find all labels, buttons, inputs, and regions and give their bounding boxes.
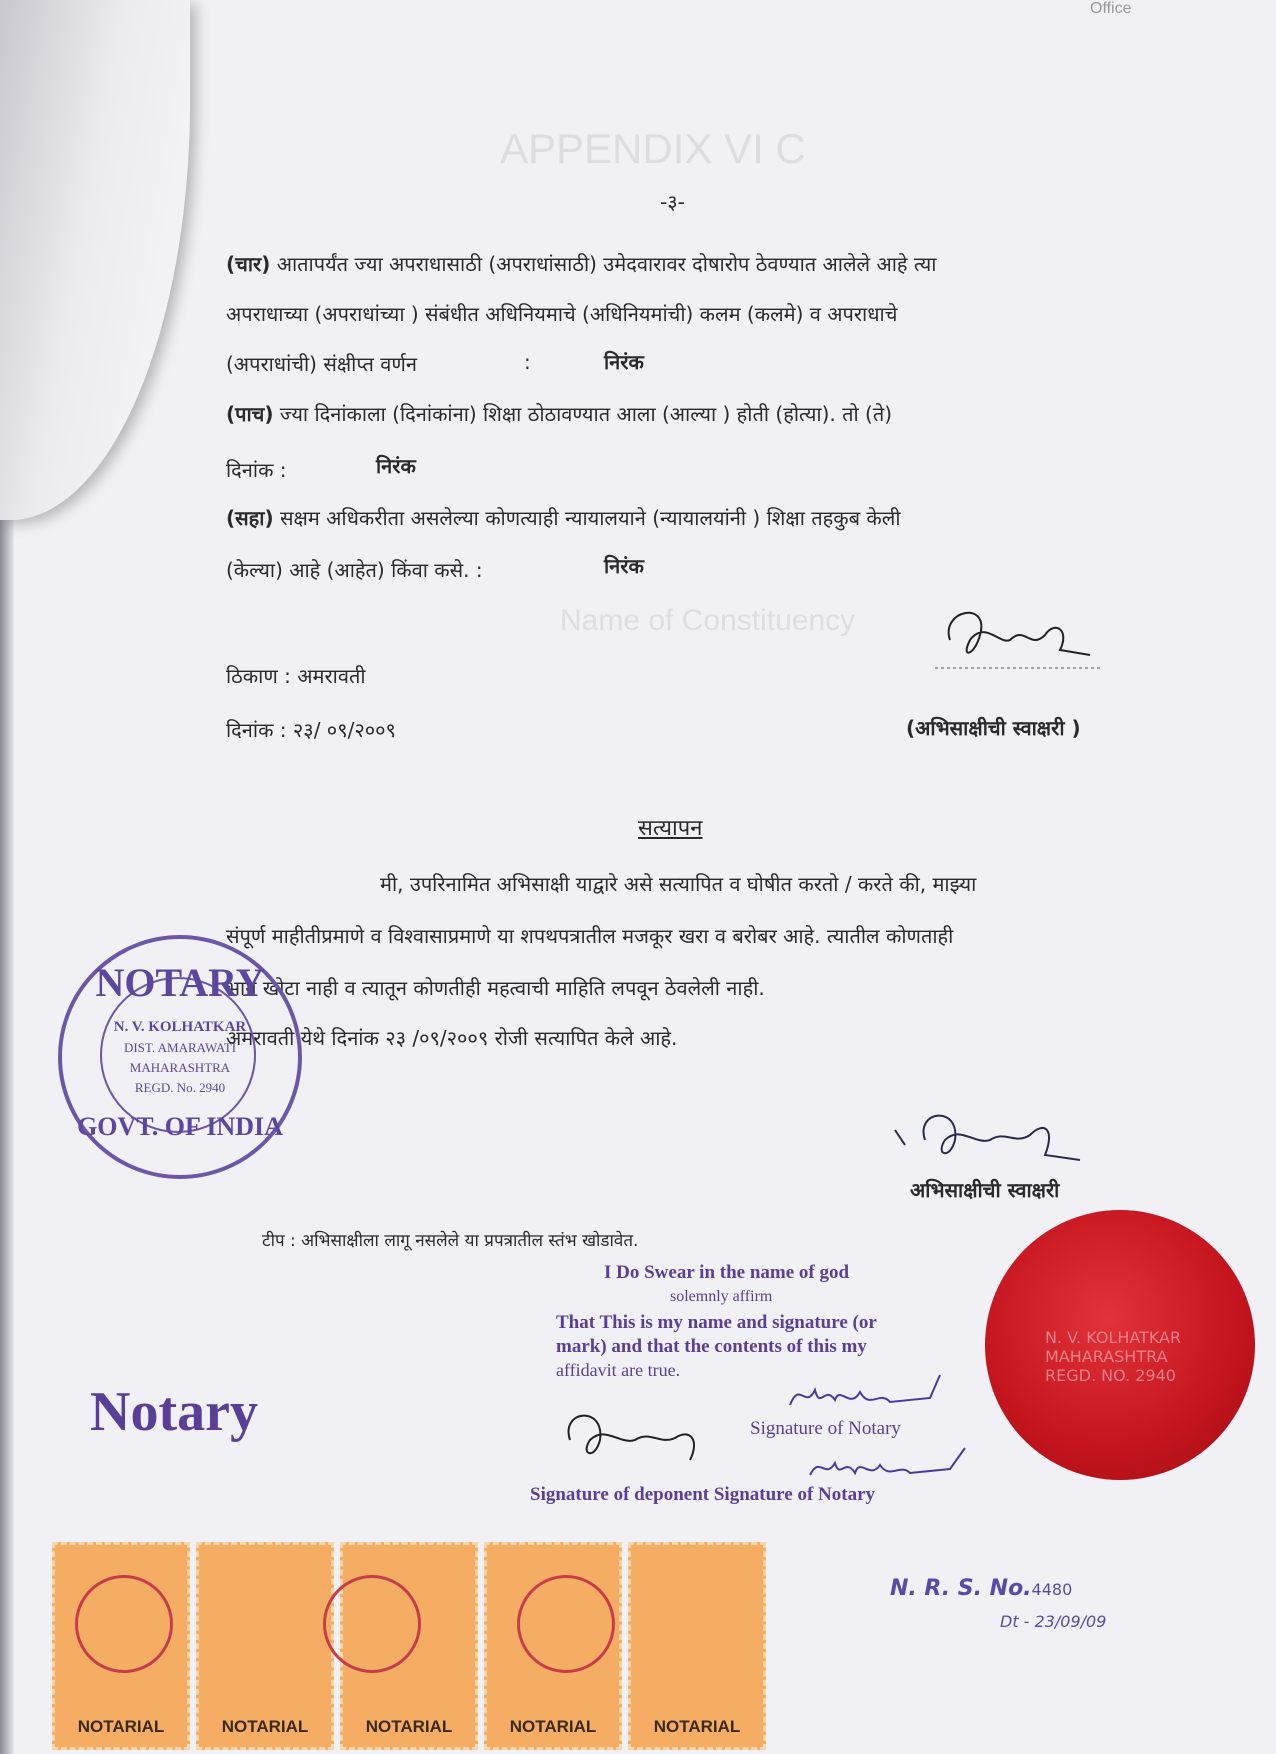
clause-char-colon: : bbox=[524, 350, 531, 374]
clause-pach-date-label: दिनांक : bbox=[226, 458, 287, 482]
fee-stamp bbox=[484, 1542, 622, 1750]
notary-signature-2 bbox=[800, 1445, 980, 1485]
faded-constituency: Name of Constituency bbox=[560, 604, 856, 637]
page-edge-shadow bbox=[0, 420, 14, 1754]
verification-line-1: मी, उपरिनामित अभिसाक्षी याद्वारे असे सत्यापित व घोषीत करतो / करते की, माझ्या bbox=[380, 872, 977, 896]
stamp-top: NOTARY bbox=[95, 960, 265, 1005]
stamp-bottom: GOVT. OF INDIA bbox=[77, 1112, 283, 1141]
clause-pach-value: निरंक bbox=[376, 454, 416, 478]
signature-footer: Signature of deponent Signature of Notary bbox=[530, 1484, 876, 1505]
stamp-name: N. V. KOLHATKAR bbox=[113, 1019, 247, 1035]
affirmation-line-5: affidavit are true. bbox=[556, 1360, 681, 1380]
clause-char-line3: (अपराधांची) संक्षीप्त वर्णन bbox=[226, 352, 417, 376]
date: दिनांक : २३/ ०९/२००९ bbox=[226, 718, 396, 742]
clause-char-line2: अपराधाच्या (अपराधांच्या ) संबंधीत अधिनियमाचे (अधिनियमांची) कलम (कलमे) व अपराधाचे bbox=[226, 302, 898, 326]
page-number: -३- bbox=[660, 190, 685, 214]
nrs-label: N. R. S. No. bbox=[890, 1576, 1032, 1601]
stamp-dist: DIST. AMARAWATI bbox=[123, 1040, 237, 1055]
verification-line-2: संपूर्ण माहीतीप्रमाणे व विश्वासाप्रमाणे या शपथपत्रातील मजकूर खरा व बरोबर आहे. त्यातील कोणताही bbox=[226, 924, 954, 948]
verification-line-4: अमरावती येथे दिनांक २३ /०९/२००९ रोजी सत्यापित केले आहे. bbox=[226, 1026, 678, 1050]
clause-char-text: आतापर्यंत ज्या अपराधासाठी (अपराधांसाठी) उमेदवारावर दोषारोप ठेवण्यात आलेले आहे त्या bbox=[276, 252, 937, 276]
nrs-number bbox=[890, 1576, 1072, 1601]
clause-saha-value: निरंक bbox=[604, 554, 644, 578]
verification-heading: सत्यापन bbox=[638, 816, 703, 841]
deponent-signature-1 bbox=[930, 600, 1110, 680]
fee-stamp-label: NOTARIAL bbox=[653, 1717, 741, 1736]
affirmation-line-1: I Do Swear in the name of god bbox=[604, 1262, 850, 1283]
clause-saha-line1 bbox=[226, 504, 901, 531]
verification-line-3: भाग खोटा नाही व त्यातून कोणतीही महत्वाची माहिति लपवून ठेवलेली नाही. bbox=[226, 976, 765, 1000]
fee-stamp bbox=[52, 1542, 190, 1750]
clause-char-value: निरंक bbox=[604, 350, 644, 374]
nrs-date: Dt - 23/09/09 bbox=[1000, 1612, 1107, 1631]
affirmation-line-2: solemnly affirm bbox=[670, 1288, 773, 1305]
notarial-fee-stamps bbox=[52, 1542, 766, 1750]
affirmation-line-4: mark) and that the contents of this my bbox=[556, 1336, 867, 1357]
deponent-signature-3 bbox=[550, 1400, 720, 1470]
fee-stamp-label: NOTARIAL bbox=[221, 1717, 309, 1736]
seal-text: N. V. KOLHATKAR MAHARASHTRA REGD. NO. 2940 bbox=[1045, 1328, 1182, 1385]
deponent-signature-2 bbox=[880, 1100, 1100, 1180]
clause-saha-label: (सहा) bbox=[226, 506, 274, 530]
fee-stamp bbox=[196, 1542, 334, 1750]
fee-stamp-label: NOTARIAL bbox=[509, 1717, 597, 1736]
signature-label-2: अभिसाक्षीची स्वाक्षरी bbox=[910, 1178, 1060, 1202]
clause-saha-text: सक्षम अधिकरीता असलेल्या कोणत्याही न्यायालयाने (न्यायालयांनी ) शिक्षा तहकुब केली bbox=[279, 506, 901, 530]
fee-stamp-label: NOTARIAL bbox=[77, 1717, 165, 1736]
faded-office-header: Office bbox=[1090, 0, 1132, 17]
clause-pach-label: (पाच) bbox=[226, 402, 274, 426]
fee-stamp bbox=[628, 1542, 766, 1750]
clause-char-label: (चार) bbox=[226, 252, 271, 276]
clause-char-line1 bbox=[226, 250, 936, 277]
clause-pach-line1 bbox=[226, 400, 892, 427]
notary-label: Notary bbox=[90, 1381, 258, 1443]
fee-stamp bbox=[340, 1542, 478, 1750]
faded-appendix-title: APPENDIX VI C bbox=[500, 125, 806, 172]
nrs-value: 4480 bbox=[1031, 1580, 1073, 1599]
note: टीप : अभिसाक्षीला लागू नसलेले या प्रपत्रातील स्तंभ खोडावेत. bbox=[262, 1231, 639, 1251]
stamp-regd: REGD. No. 2940 bbox=[134, 1080, 226, 1095]
clause-pach-text: ज्या दिनांकाला (दिनांकांना) शिक्षा ठोठावण्यात आला (आल्या ) होती (होत्या). तो (ते) bbox=[279, 402, 893, 426]
signature-label-1: (अभिसाक्षीची स्वाक्षरी ) bbox=[906, 716, 1081, 740]
curled-previous-page bbox=[0, 0, 190, 520]
fee-stamp-label: NOTARIAL bbox=[365, 1717, 453, 1736]
notary-signature-1 bbox=[780, 1370, 960, 1420]
stamp-state: MAHARASHTRA bbox=[129, 1060, 231, 1075]
place: ठिकाण : अमरावती bbox=[226, 664, 366, 688]
clause-saha-line2: (केल्या) आहे (आहेत) किंवा कसे. : bbox=[226, 558, 483, 582]
red-wax-seal bbox=[985, 1210, 1255, 1480]
affirmation-line-3: That This is my name and signature (or bbox=[556, 1312, 877, 1333]
notary-round-stamp bbox=[58, 935, 302, 1179]
signature-of-notary: Signature of Notary bbox=[750, 1418, 901, 1439]
